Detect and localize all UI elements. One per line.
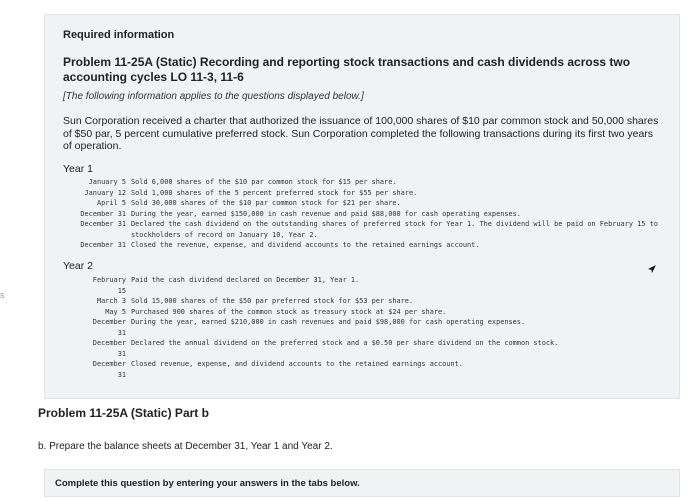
required-information-heading: Required information (63, 29, 175, 41)
table-row (67, 188, 667, 199)
table-row (67, 209, 667, 220)
table-row (83, 317, 663, 338)
edge-mark: s (0, 290, 5, 300)
transaction-date: February 15 (92, 276, 126, 295)
table-row (83, 275, 663, 296)
transaction-date: January 5 (88, 178, 126, 186)
transaction-description: Declared the annual dividend on the preferred stock and a $0.50 per share dividend on the common stock. (131, 339, 559, 347)
transaction-description: Sold 30,000 shares of the $10 par common stock for $21 per share. (131, 199, 401, 207)
transaction-description: Sold 6,000 shares of the $10 par common stock for $15 per share. (131, 178, 397, 186)
table-row (83, 359, 663, 380)
part-title: Problem 11-25A (Static) Part b (38, 406, 209, 420)
transaction-description: During the year, earned $150,000 in cash revenue and paid $88,000 for cash operating expenses. (131, 209, 521, 218)
transaction-date: December 31 (92, 318, 126, 337)
part-instruction: b. Prepare the balance sheets at December 31, Year 1 and Year 2. (38, 441, 333, 452)
transaction-date: March 3 (96, 297, 126, 305)
pointer-arrow-icon (646, 263, 658, 275)
year1-transactions-table (67, 177, 667, 251)
table-row (83, 296, 663, 307)
transaction-date: December 31 (80, 241, 126, 249)
table-row (67, 177, 667, 188)
transaction-description: Sold 1,000 shares of the 5 percent preferred stock for $55 per share. (131, 188, 418, 197)
complete-question-banner (44, 469, 680, 497)
transaction-description: Paid the cash dividend declared on December 31, Year 1. (131, 276, 360, 284)
table-row (83, 338, 663, 359)
transaction-description: Declared the cash dividend on the outstanding shares of preferred stock for Year 1. The dividend will be paid on February 15 to stockholders of record on January 10, Year 2. (131, 220, 658, 239)
applies-note: [The following information applies to the questions displayed below.] (63, 91, 364, 102)
table-row (67, 219, 667, 240)
transaction-description: Closed revenue, expense, and dividend accounts to the retained earnings account. (131, 360, 463, 368)
transaction-date: January 12 (84, 188, 126, 197)
table-row (83, 307, 663, 318)
transaction-description: Closed the revenue, expense, and dividend accounts to the retained earnings account. (131, 241, 480, 249)
table-row (67, 240, 667, 251)
year2-transactions-table (83, 275, 663, 380)
transaction-date: December 31 (80, 209, 126, 218)
table-row (67, 198, 667, 209)
transaction-description: Purchased 900 shares of the common stock as treasury stock at $24 per share. (131, 307, 447, 316)
transaction-description: During the year, earned $210,000 in cash revenues and paid $98,000 for cash operating expenses. (131, 318, 526, 326)
transaction-date: December 31 (92, 339, 126, 358)
year2-label: Year 2 (63, 260, 93, 272)
transaction-date: May 5 (105, 307, 126, 316)
year1-label: Year 1 (63, 163, 93, 175)
transaction-date: April 5 (96, 199, 126, 207)
complete-instruction: Complete this question by entering your answers in the tabs below. (55, 478, 360, 489)
required-information-panel (44, 14, 680, 399)
transaction-description: Sold 15,000 shares of the $50 par preferred stock for $53 per share. (131, 297, 414, 305)
intro-paragraph: Sun Corporation received a charter that authorized the issuance of 100,000 shares of $10 par common stock and 50,000 shares of $50 par, 5 percent cumulative preferred stock. Sun Corporation completed the following transactions during its first two years of operation. (63, 115, 659, 152)
transaction-date: December 31 (92, 360, 126, 379)
transaction-date: December 31 (80, 220, 126, 228)
problem-title: Problem 11-25A (Static) Recording and reporting stock transactions and cash dividends across two accounting cycles LO 11-3, 11-6 (63, 55, 631, 84)
